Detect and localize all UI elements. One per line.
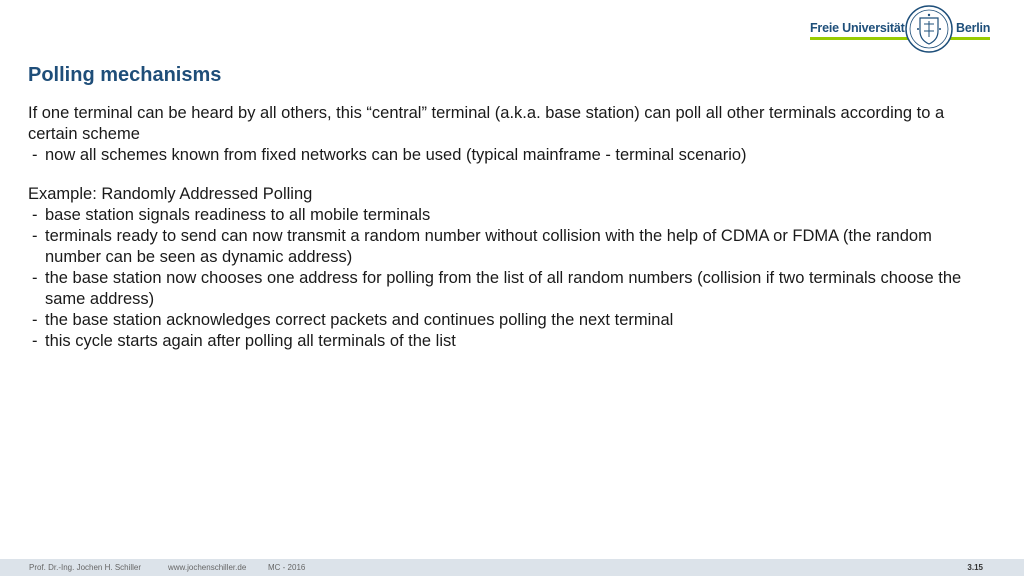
list-item-text: the base station acknowledges correct packets and continues polling the next terminal: [45, 311, 674, 329]
list-item: [28, 226, 988, 268]
footer-author: Prof. Dr.-Ing. Jochen H. Schiller: [29, 563, 142, 572]
page-number: 3.15: [967, 563, 983, 572]
footer-website: www.jochenschiller.de: [168, 563, 247, 572]
list-item-text: this cycle starts again after polling all terminals of the list: [45, 332, 456, 350]
slide-footer: [0, 559, 1024, 576]
spacer: [28, 166, 988, 184]
list-item: [28, 268, 988, 310]
list-item: [28, 145, 988, 166]
university-seal-icon: [904, 4, 954, 54]
slide-title: Polling mechanisms: [28, 64, 222, 86]
logo-bar: [810, 37, 990, 40]
bullet-marker: -: [32, 332, 38, 350]
bullet-marker: -: [32, 269, 38, 287]
example-bullet-list: [28, 205, 988, 352]
list-item: [28, 331, 988, 352]
bullet-marker: -: [32, 146, 38, 164]
list-item-text: now all schemes known from fixed networks can be used (typical mainframe - terminal scenario): [45, 146, 747, 164]
example-heading: Example: Randomly Addressed Polling: [28, 185, 313, 203]
slide-content: [28, 103, 988, 352]
logo-text-left: Freie Universität: [810, 21, 905, 35]
intro-paragraph: If one terminal can be heard by all others, this “central” terminal (a.k.a. base station) can poll all other terminals according to a certain scheme: [28, 104, 945, 143]
footer-course: MC - 2016: [268, 563, 306, 572]
list-item-text: base station signals readiness to all mobile terminals: [45, 206, 431, 224]
list-item: [28, 310, 988, 331]
university-logo: [808, 4, 992, 54]
intro-bullet-list: [28, 145, 988, 166]
logo-text-right: Berlin: [956, 21, 991, 35]
bullet-marker: -: [32, 311, 38, 329]
list-item: [28, 205, 988, 226]
bullet-marker: -: [32, 227, 38, 245]
bullet-marker: -: [32, 206, 38, 224]
list-item-text: terminals ready to send can now transmit a random number without collision with the help of CDMA or FDMA (the random number can be seen as dynamic address): [45, 227, 932, 266]
list-item-text: the base station now chooses one address for polling from the list of all random numbers (collision if two terminals choose the same address): [45, 269, 962, 308]
